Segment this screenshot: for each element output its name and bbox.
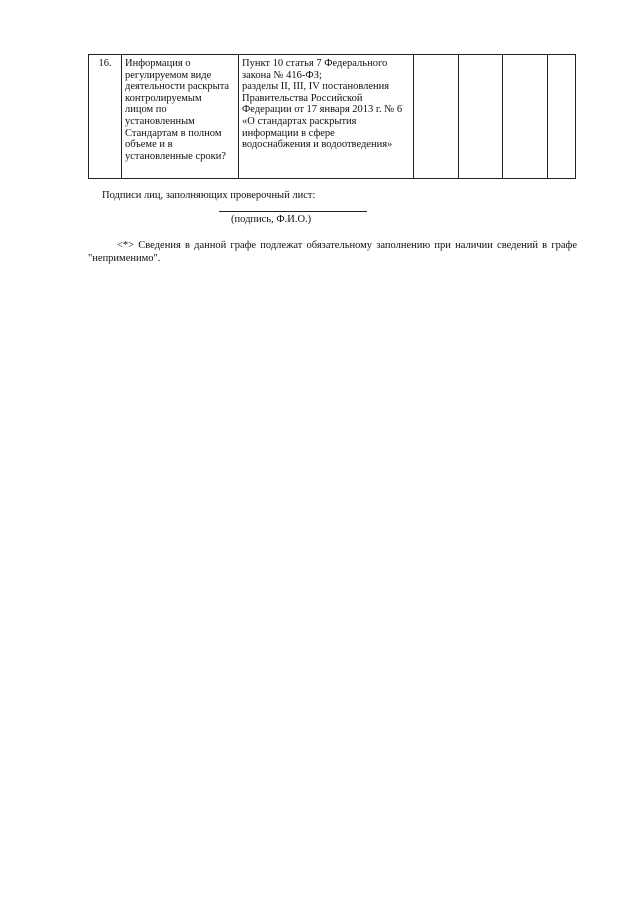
reference-line: закона № 416-ФЗ;	[242, 69, 322, 81]
question-line: Информация о	[125, 58, 191, 69]
table-row	[89, 55, 576, 179]
signatures-heading: Подписи лиц, заполняющих проверочный лист:	[102, 190, 316, 201]
signature-caption: (подпись, Ф.И.О.)	[231, 214, 312, 225]
question-line: Стандартам в полном	[125, 127, 222, 139]
row-number: 16.	[89, 55, 122, 179]
reference-cell	[239, 55, 414, 179]
reference-line: «О стандартах раскрытия	[242, 115, 357, 127]
reference-line: Федерации от 17 января 2013 г. № 6	[242, 104, 403, 116]
reference-line: Пункт 10 статья 7 Федерального	[242, 58, 388, 69]
question-line: регулируемом виде	[125, 69, 212, 81]
checklist-table	[88, 54, 576, 179]
question-line: объеме и в	[125, 139, 173, 151]
question-line: установленные сроки?	[125, 150, 226, 162]
question-line: лицом по	[125, 104, 167, 116]
reference-line: разделы II, III, IV постановления	[242, 81, 390, 93]
reference-line: водоснабжения и водоотведения»	[242, 139, 393, 151]
footnote: <*> Сведения в данной графе подлежат обязательному заполнению при наличии сведений в графе "неприменимо".	[88, 240, 577, 264]
question-line: установленным	[125, 115, 195, 127]
comment-cell[interactable]	[548, 55, 576, 179]
question-line: деятельности раскрыта	[125, 81, 230, 93]
answer-cell-not-applicable[interactable]	[503, 55, 548, 179]
answer-cell-yes[interactable]	[414, 55, 459, 179]
signature-line	[219, 211, 367, 212]
reference-line: Правительства Российской	[242, 92, 363, 104]
answer-cell-no[interactable]	[459, 55, 503, 179]
reference-line: информации в сфере	[242, 127, 335, 139]
question-line: контролируемым	[125, 92, 202, 104]
question-cell	[122, 55, 239, 179]
